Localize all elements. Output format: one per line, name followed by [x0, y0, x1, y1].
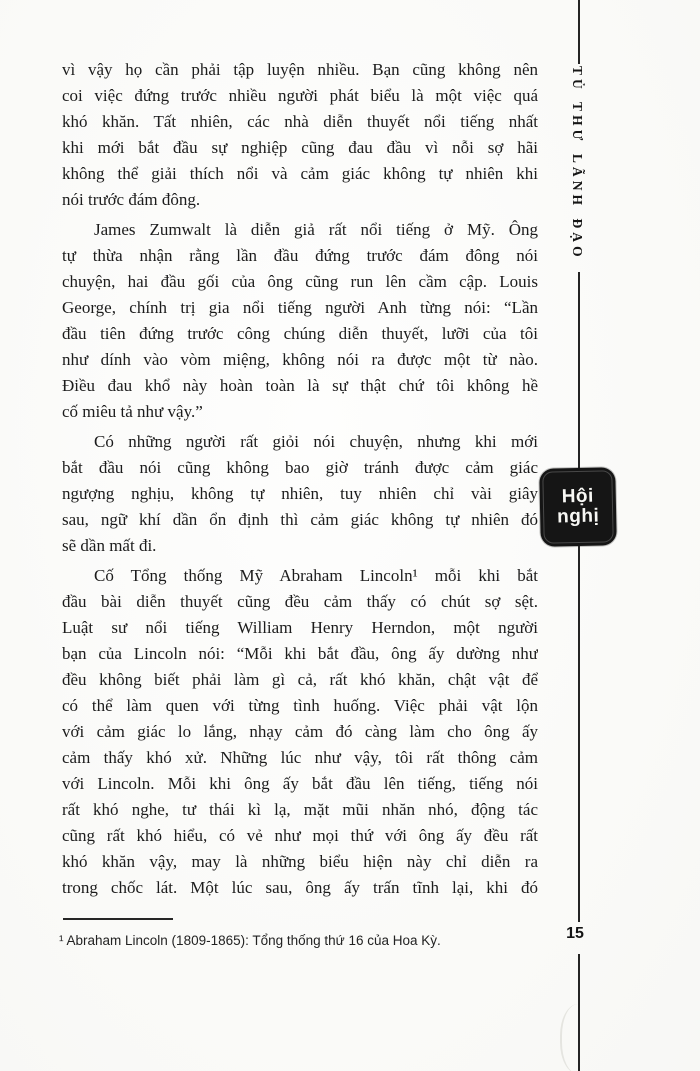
text-line: đều không biết phải làm gì cả, rất khó khăn, chật vật để — [62, 670, 538, 689]
paragraph — [62, 563, 538, 901]
chapter-badge-line1: Hội — [561, 485, 595, 508]
page-curl-mark — [560, 1004, 596, 1071]
footnote-rule — [63, 918, 173, 920]
footnote-text: ¹ Abraham Lincoln (1809-1865): Tổng thống thứ 16 của Hoa Kỳ. — [59, 933, 441, 948]
text-line: bạn của Lincoln nói: “Mỗi khi bắt đầu, ông ấy dường như — [62, 644, 538, 663]
text-line: tự thừa nhận rằng lần đầu đứng trước đám đông nói — [62, 246, 538, 265]
text-line: khi mới bắt đầu sự nghiệp cũng đau đầu vì nỗi sợ hãi — [62, 138, 538, 157]
chapter-badge-line2: nghị — [556, 505, 600, 528]
text-line: khó khăn vậy, may là những biểu hiện này chỉ diễn ra — [62, 852, 538, 871]
text-line: cảm thấy khó xử. Những lúc như vậy, tôi rất thông cảm — [62, 748, 538, 767]
paragraph — [62, 429, 538, 559]
text-line: không thể giải thích nổi và cảm giác không tự nhiên khi — [62, 164, 538, 183]
text-line: với Lincoln. Mỗi khi ông ấy bắt đầu lên tiếng, tiếng nói — [62, 774, 538, 793]
text-line: sau, ngữ khí dần ổn định thì cảm giác không tự nhiên đó — [62, 510, 538, 529]
text-line: coi việc đứng trước nhiều người phát biểu là một việc quá — [62, 86, 538, 105]
text-line: bắt đầu nói cũng không bao giờ tránh được cảm giác — [62, 458, 538, 477]
text-line: vì vậy họ cần phải tập luyện nhiều. Bạn cũng không nên — [62, 60, 538, 79]
text-line: sẽ dần mất đi. — [62, 536, 157, 555]
chapter-badge — [539, 467, 617, 547]
text-line: rất khó nghe, tư thái kì lạ, mặt mũi nhăn nhó, động tác — [62, 800, 538, 819]
paragraph — [62, 57, 538, 213]
text-line: đầu tiên đứng trước công chúng diễn thuyết, lưỡi của tôi — [62, 324, 538, 343]
text-line: Cố Tổng thống Mỹ Abraham Lincoln¹ mỗi khi bắt — [94, 566, 538, 585]
text-line: trong chốc lát. Một lúc sau, ông ấy trấn tĩnh lại, khi đó — [62, 878, 538, 897]
series-title: TỦ THƯ LÃNH ĐẠO — [570, 66, 585, 261]
spine-rule-upper — [578, 272, 580, 468]
spine-rule-top — [578, 0, 580, 64]
text-line: Luật sư nổi tiếng William Henry Herndon, một người — [62, 618, 538, 637]
text-line: Có những người rất giỏi nói chuyện, nhưng khi mới — [94, 432, 538, 451]
text-line: Điều đau khổ này hoàn toàn là sự thật chứ tôi không hề — [62, 376, 538, 395]
paragraph — [62, 217, 538, 425]
text-line: khó khăn. Tất nhiên, các nhà diễn thuyết nổi tiếng nhất — [62, 112, 538, 131]
text-line: cố miêu tả như vậy.” — [62, 402, 203, 421]
spine-rule-lower — [578, 546, 580, 922]
text-line: chuyện, hai đầu gối của ông cũng run lên cầm cập. Louis — [62, 272, 538, 291]
text-line: George, chính trị gia nổi tiếng người Anh từng nói: “Lần — [62, 298, 538, 317]
body-text — [62, 57, 538, 901]
text-line: đầu bài diễn thuyết cũng đều cảm thấy có chút sợ sệt. — [62, 592, 538, 611]
text-line: như dính vào vòm miệng, không nói ra được một từ nào. — [62, 350, 538, 369]
text-line: có thể làm quen với từng tình huống. Việc phải vật lộn — [62, 696, 538, 715]
text-line: James Zumwalt là diễn giả rất nổi tiếng ở Mỹ. Ông — [94, 220, 538, 239]
text-line: với cảm giác lo lắng, nhạy cảm đó càng làm cho ông ấy — [62, 722, 538, 741]
text-line: ngượng nghịu, không tự nhiên, tuy nhiên chỉ vài giây — [62, 484, 538, 503]
text-line: nói trước đám đông. — [62, 190, 201, 209]
text-line: cũng rất khó hiểu, có vẻ như mọi thứ với ông ấy đều rất — [62, 826, 538, 845]
page-number: 15 — [566, 925, 584, 942]
